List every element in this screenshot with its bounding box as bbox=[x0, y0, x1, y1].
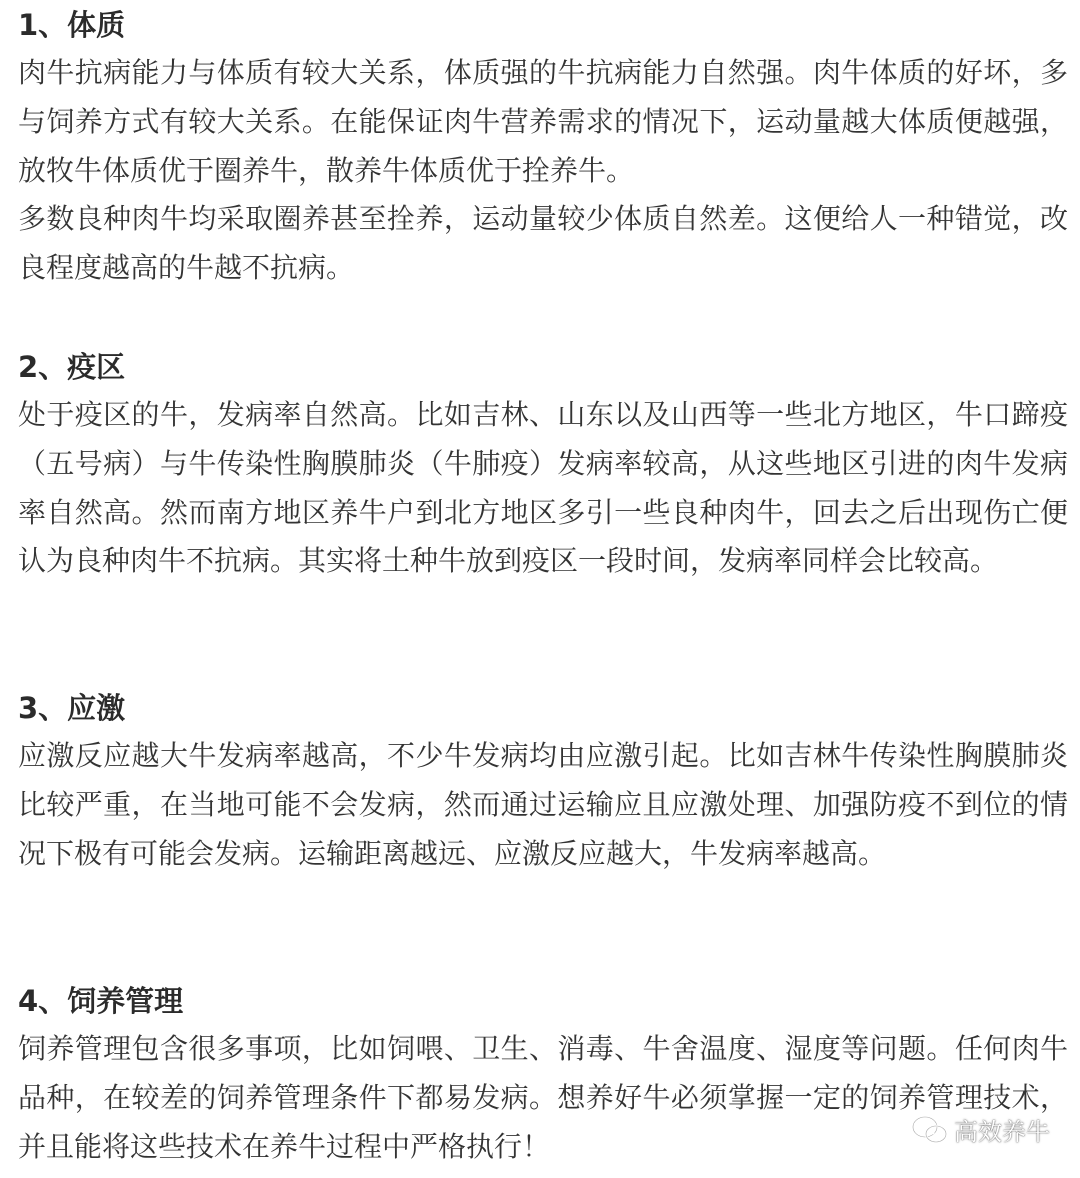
wechat-icon bbox=[912, 1115, 948, 1145]
section-paragraph: 饲养管理包含很多事项，比如饲喂、卫生、消毒、牛舍温度、湿度等问题。任何肉牛品种，在较差的饲养管理条件下都易发病。想养好牛必须掌握一定的饲养管理技术，并且能将这些技术在养牛过程中严格执行！ bbox=[18, 1032, 1068, 1163]
section-heading: 4、饲养管理 bbox=[18, 984, 184, 1018]
section-paragraph: 肉牛抗病能力与体质有较大关系，体质强的牛抗病能力自然强。肉牛体质的好坏，多与饲养方式有较大关系。在能保证肉牛营养需求的情况下，运动量越大体质便越强，放牧牛体质优于圈养牛，散养牛体质优于拴养牛。 bbox=[18, 56, 1068, 187]
section-stress bbox=[18, 683, 1068, 878]
watermark bbox=[912, 1112, 1050, 1147]
section-paragraph: 处于疫区的牛，发病率自然高。比如吉林、山东以及山西等一些北方地区，牛口蹄疫（五号病）与牛传染性胸膜肺炎（牛肺疫）发病率较高，从这些地区引进的肉牛发病率自然高。然而南方地区养牛户到北方地区多引一些良种肉牛，回去之后出现伤亡便认为良种肉牛不抗病。其实将土种牛放到疫区一段时间，发病率同样会比较高。 bbox=[18, 398, 1068, 578]
section-constitution bbox=[18, 0, 1068, 293]
section-heading: 1、体质 bbox=[18, 8, 126, 42]
section-heading: 2、疫区 bbox=[18, 350, 126, 384]
watermark-text: 高效养牛 bbox=[954, 1118, 1050, 1146]
section-epidemic-area bbox=[18, 342, 1068, 586]
section-paragraph: 应激反应越大牛发病率越高，不少牛发病均由应激引起。比如吉林牛传染性胸膜肺炎比较严重，在当地可能不会发病，然而通过运输应且应激处理、加强防疫不到位的情况下极有可能会发病。运输距离越远、应激反应越大，牛发病率越高。 bbox=[18, 739, 1068, 870]
section-feeding-management bbox=[18, 976, 1068, 1171]
section-heading: 3、应激 bbox=[18, 691, 126, 725]
section-paragraph: 多数良种肉牛均采取圈养甚至拴养，运动量较少体质自然差。这便给人一种错觉，改良程度越高的牛越不抗病。 bbox=[18, 202, 1068, 285]
